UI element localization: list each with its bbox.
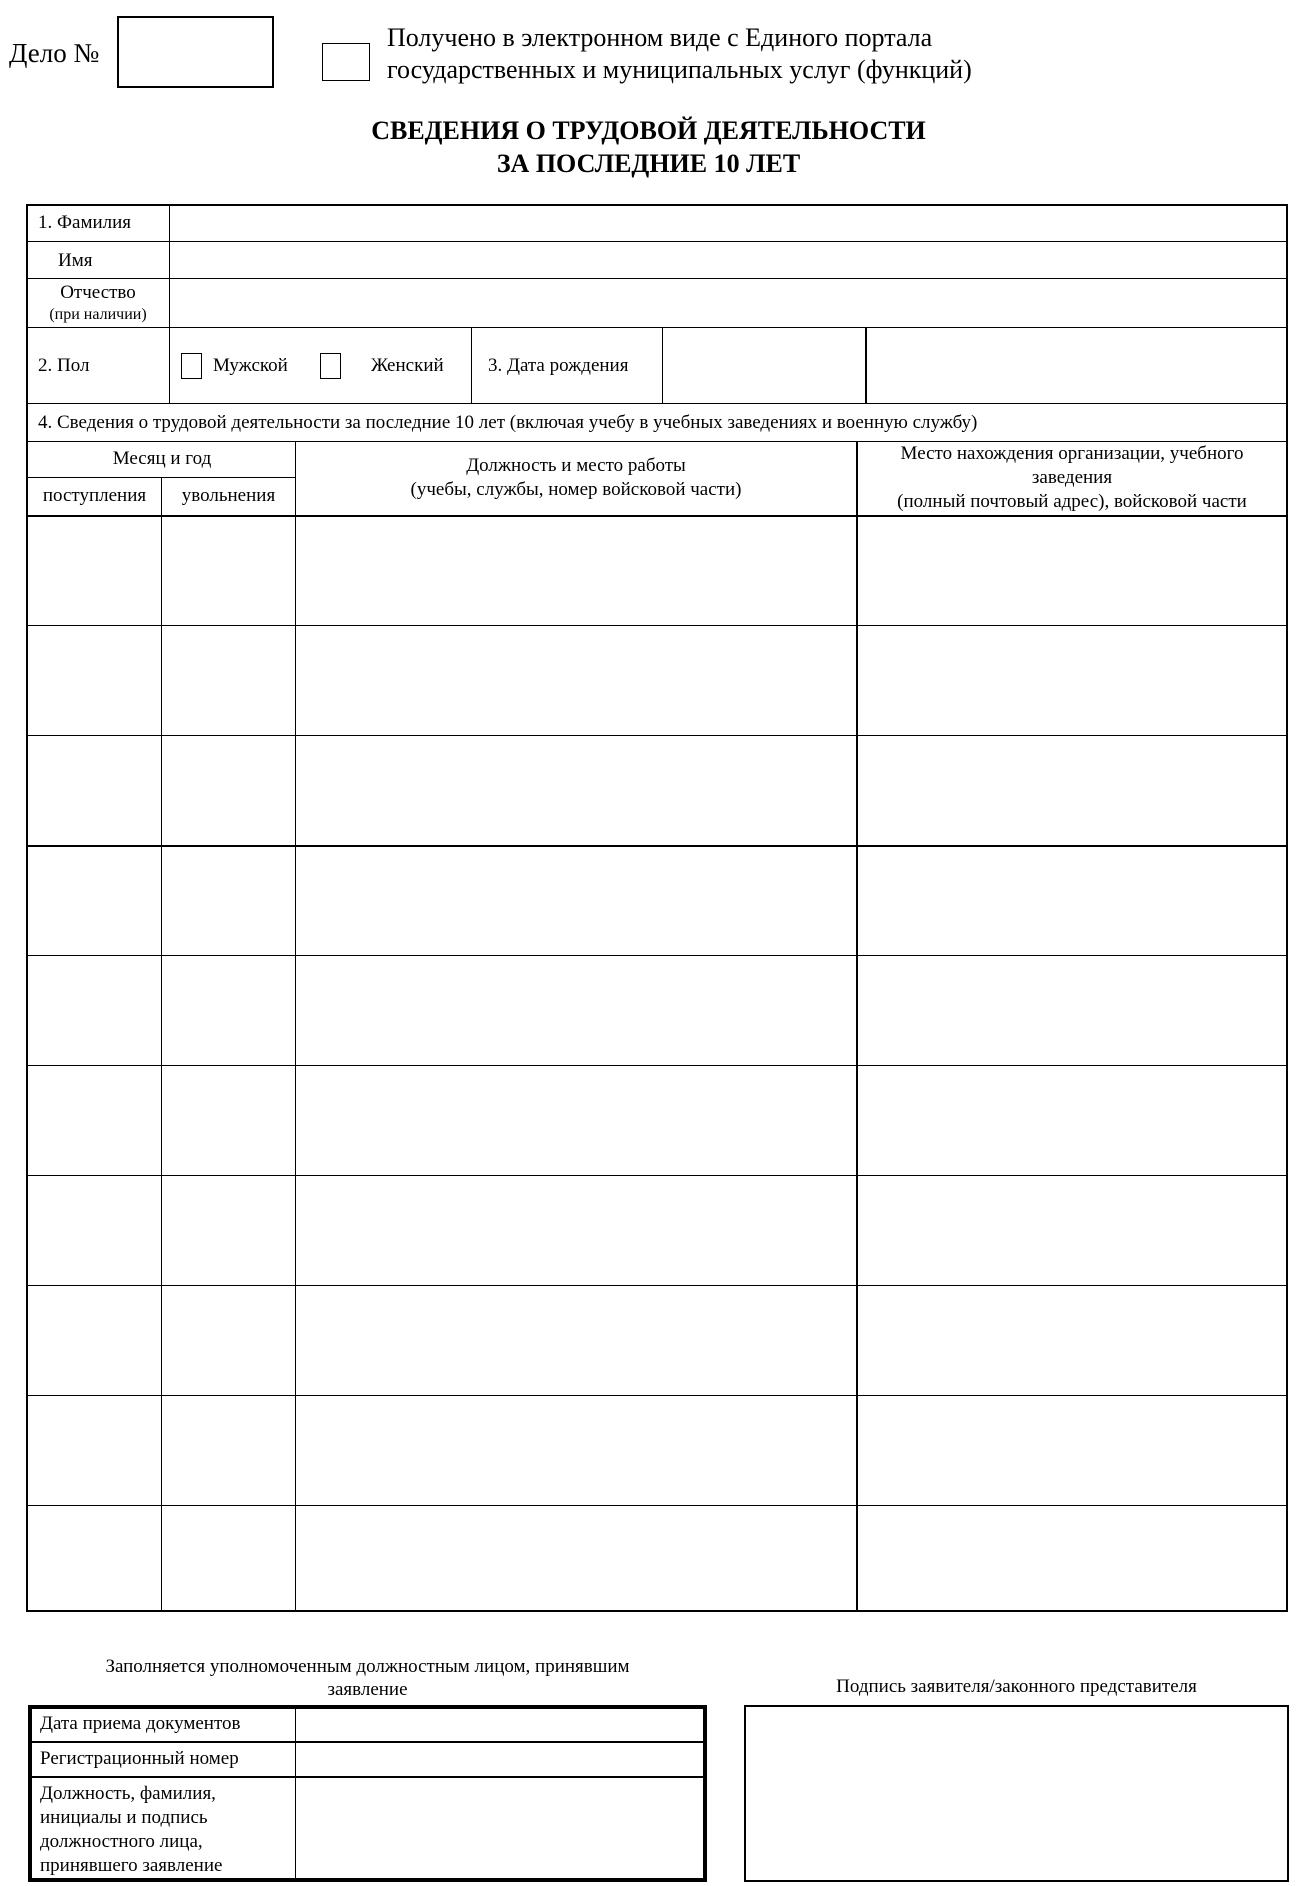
male-label: Мужской [213,355,288,376]
surname-field[interactable] [172,206,1286,240]
row-divider [26,1505,1288,1506]
official-col-divider [295,1705,296,1882]
position-cell[interactable] [297,1067,856,1174]
birthdate-label: 3. Дата рождения [488,355,629,376]
row-divider [26,735,1288,736]
location-cell[interactable] [858,737,1286,844]
officer-label-line-1: Должность, фамилия, [40,1783,216,1804]
location-header-2: заведения [1031,467,1113,488]
officer-signature-field[interactable] [297,1779,703,1878]
registration-number-label: Регистрационный номер [40,1748,239,1769]
patronymic-label: Отчество [60,282,136,303]
surname-label: 1. Фамилия [38,212,132,233]
col-divider [471,327,472,403]
location-cell[interactable] [858,517,1286,624]
start-date-header: поступления [42,485,147,506]
portal-line-1: Получено в электронном виде с Единого портала [387,23,933,52]
start-date-cell[interactable] [28,1507,161,1614]
row-divider [26,1395,1288,1396]
portal-line-2: государственных и муниципальных услуг (функций) [387,55,972,84]
document-title [0,114,1297,180]
gender-label: 2. Пол [38,355,90,376]
end-date-cell[interactable] [163,627,295,734]
start-date-cell[interactable] [28,1287,161,1394]
position-cell[interactable] [297,737,856,844]
start-date-cell[interactable] [28,517,161,624]
officer-label [40,1782,222,1878]
official-row-divider [28,1776,707,1778]
case-number-label: Дело № [9,38,100,68]
location-cell[interactable] [858,1177,1286,1284]
end-date-cell[interactable] [163,1507,295,1614]
row-divider [26,441,1288,442]
case-number-field[interactable] [117,16,274,88]
position-cell[interactable] [297,847,856,954]
position-cell[interactable] [297,1287,856,1394]
end-date-cell[interactable] [163,737,295,844]
location-header-1: Место нахождения организации, учебного [900,443,1244,464]
position-cell[interactable] [297,957,856,1064]
male-checkbox[interactable] [181,353,202,379]
end-date-cell[interactable] [163,957,295,1064]
registration-number-field[interactable] [297,1744,703,1775]
officer-label-line-3: должностного лица, [40,1831,203,1852]
patronymic-field[interactable] [172,280,1286,326]
position-cell[interactable] [297,1177,856,1284]
name-field[interactable] [172,243,1286,277]
acceptance-date-label: Дата приема документов [40,1713,241,1734]
position-cell[interactable] [297,1397,856,1504]
location-cell[interactable] [858,1507,1286,1614]
name-label: Имя [58,250,93,271]
location-cell[interactable] [858,1287,1286,1394]
start-date-cell[interactable] [28,1067,161,1174]
row-divider [26,241,1288,242]
start-date-cell[interactable] [28,847,161,954]
officer-label-line-2: инициалы и подпись [40,1807,208,1828]
end-date-cell[interactable] [163,1177,295,1284]
official-caption-line-2: заявление [327,1679,408,1700]
col-divider [161,477,162,1612]
position-header-1: Должность и место работы [466,455,686,476]
position-cell[interactable] [297,627,856,734]
portal-received-label [387,22,972,86]
official-caption [30,1655,705,1701]
female-label: Женский [371,355,444,376]
signature-caption: Подпись заявителя/законного представителя [836,1676,1197,1697]
start-date-cell[interactable] [28,1397,161,1504]
portal-received-checkbox[interactable] [322,43,370,81]
col-divider [662,327,663,403]
employment-section-label: 4. Сведения о трудовой деятельности за последние 10 лет (включая учебу в учебных заведениях и военную службу) [38,412,978,433]
col-divider [295,441,296,1612]
title-line-1: СВЕДЕНИЯ О ТРУДОВОЙ ДЕЯТЕЛЬНОСТИ [371,116,926,145]
start-date-cell[interactable] [28,737,161,844]
end-date-cell[interactable] [163,1287,295,1394]
location-cell[interactable] [858,847,1286,954]
patronymic-note: (при наличии) [49,306,147,323]
row-divider [26,278,1288,279]
officer-label-line-4: принявшего заявление [40,1855,223,1876]
row-divider [26,327,1288,328]
start-date-cell[interactable] [28,957,161,1064]
end-date-cell[interactable] [163,1067,295,1174]
col-divider [169,204,170,403]
title-line-2: ЗА ПОСЛЕДНИЕ 10 ЛЕТ [496,149,801,178]
location-cell[interactable] [858,1397,1286,1504]
row-divider [26,403,1288,404]
row-divider [26,1065,1288,1066]
month-year-header: Месяц и год [112,448,212,469]
row-divider [26,955,1288,956]
position-header-2: (учебы, службы, номер войсковой части) [410,479,742,500]
birthdate-extra-field[interactable] [868,329,1286,402]
location-cell[interactable] [858,627,1286,734]
end-date-header: увольнения [181,485,276,506]
end-date-cell[interactable] [163,1397,295,1504]
start-date-cell[interactable] [28,1177,161,1284]
applicant-signature-field[interactable] [744,1705,1289,1882]
row-divider [26,1285,1288,1286]
position-cell[interactable] [297,1507,856,1614]
location-cell[interactable] [858,957,1286,1064]
official-caption-line-1: Заполняется уполномоченным должностным лицом, принявшим [105,1656,630,1677]
start-date-cell[interactable] [28,627,161,734]
row-divider [26,1175,1288,1176]
position-cell[interactable] [297,517,856,624]
col-divider [865,327,867,403]
acceptance-date-field[interactable] [297,1709,703,1740]
birthdate-field[interactable] [664,329,864,402]
end-date-cell[interactable] [163,847,295,954]
location-header-3: (полный почтовый адрес), войсковой части [897,491,1247,512]
row-divider [26,625,1288,626]
end-date-cell[interactable] [163,517,295,624]
official-row-divider [28,1741,707,1743]
female-checkbox[interactable] [320,353,341,379]
location-cell[interactable] [858,1067,1286,1174]
